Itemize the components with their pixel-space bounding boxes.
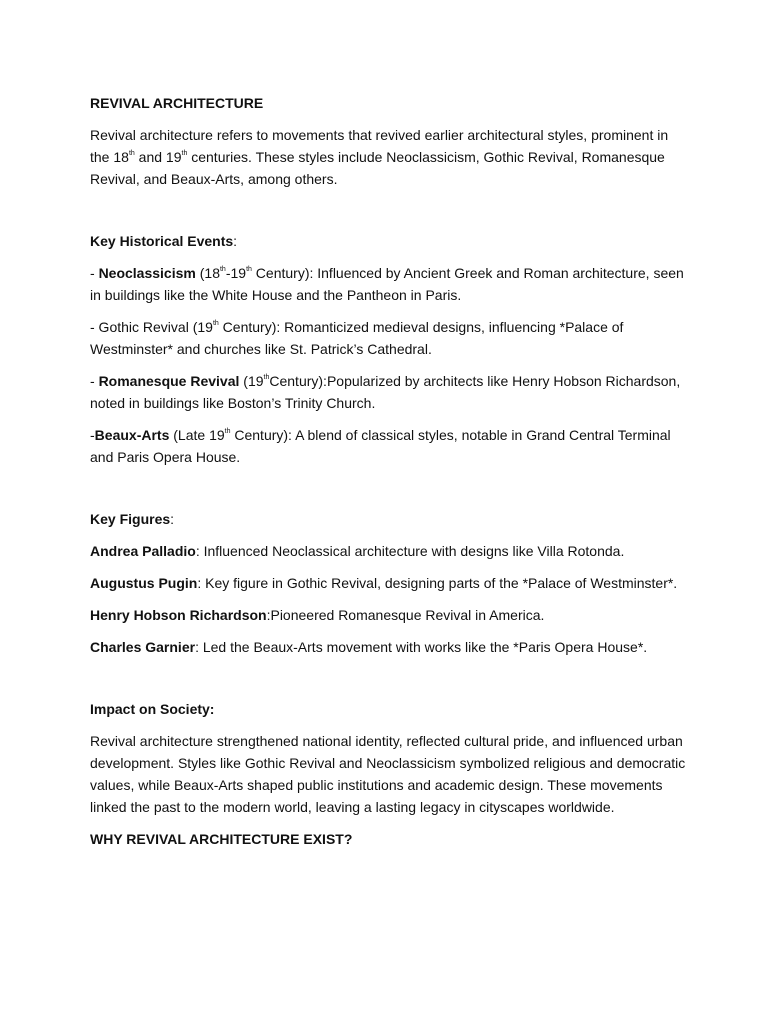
figure-item-garnier — [90, 636, 690, 658]
figures-heading-suffix: : — [170, 511, 175, 527]
event-prefix: - — [90, 373, 99, 389]
intro-text-1: Revival architecture refers to movements that revived earlier architectural styles, prominent in the 18 — [90, 127, 669, 165]
impact-heading — [90, 698, 690, 720]
event-sup: th — [246, 266, 252, 274]
figure-item-pugin — [90, 572, 690, 594]
event-sup: th — [219, 266, 226, 274]
figure-text: : Key figure in Gothic Revival, designing parts of the *Palace of Westminster*. — [197, 575, 678, 591]
event-prefix: - — [90, 265, 99, 281]
figure-text: : Led the Beaux-Arts movement with works like the *Paris Opera House*. — [195, 639, 648, 655]
events-heading-suffix: : — [233, 233, 238, 249]
events-heading-label: Key Historical Events — [90, 233, 234, 249]
event-prefix: - — [90, 427, 95, 443]
event-text: Century): Influenced by Ancient Greek and Roman architecture, seen in buildings like the White House and the Pantheon in Paris. — [90, 265, 684, 303]
intro-sup-1: th — [128, 150, 135, 158]
events-heading — [90, 230, 690, 252]
event-item-gothic-revival — [90, 316, 690, 360]
event-text: Century): A blend of classical styles, notable in Grand Central Terminal and Paris Opera House. — [90, 427, 671, 465]
event-text: Century): Romanticized medieval designs, influencing *Palace of Westminster* and churches like St. Patrick’s Cathedral. — [90, 319, 624, 357]
event-sup: th — [263, 374, 270, 382]
intro-paragraph — [90, 124, 690, 190]
intro-text-2: and 19 — [134, 149, 182, 165]
figure-text: :Pioneered Romanesque Revival in America. — [266, 607, 545, 623]
event-sup: th — [224, 428, 231, 436]
figure-name: Andrea Palladio — [90, 543, 196, 559]
event-sup: th — [212, 320, 219, 328]
impact-paragraph: Revival architecture strengthened national identity, reflected cultural pride, and influenced urban development. Styles like Gothic Revival and Neoclassicism symbolized religious and democratic values, while Beaux-Arts shaped public institutions and academic design. These movements linked the past to the modern world, leaving a lasting legacy in cityscapes worldwide. — [90, 733, 686, 815]
event-name: Beaux-Arts — [94, 427, 170, 443]
event-text: (19 — [239, 373, 264, 389]
intro-text-3: centuries. These styles include Neoclassicism, Gothic Revival, Romanesque Revival, and Beaux-Arts, among others. — [90, 149, 665, 187]
impact-heading-label: Impact on Society: — [90, 701, 215, 717]
figure-item-palladio — [90, 540, 690, 562]
figure-name: Augustus Pugin — [90, 575, 198, 591]
why-heading: WHY REVIVAL ARCHITECTURE EXIST? — [90, 831, 353, 847]
event-name: Neoclassicism — [98, 265, 196, 281]
figures-heading-label: Key Figures — [90, 511, 171, 527]
event-text: (Late 19 — [169, 427, 225, 443]
event-item-beaux-arts — [90, 424, 690, 468]
intro-sup-2: th — [181, 150, 188, 158]
figure-name: Henry Hobson Richardson — [90, 607, 267, 623]
document-page — [90, 92, 690, 850]
event-item-romanesque-revival — [90, 370, 690, 414]
event-text: Century):Popularized by architects like Henry Hobson Richardson, noted in buildings like Boston’s Trinity Church. — [90, 373, 681, 411]
event-text: -19 — [225, 265, 247, 281]
document-title: REVIVAL ARCHITECTURE — [90, 95, 264, 111]
event-text: - Gothic Revival (19 — [90, 319, 213, 335]
event-text: (18 — [195, 265, 220, 281]
event-item-neoclassicism — [90, 262, 690, 306]
figure-name: Charles Garnier — [90, 639, 196, 655]
figures-heading — [90, 508, 690, 530]
event-name: Romanesque Revival — [98, 373, 240, 389]
figure-item-richardson — [90, 604, 690, 626]
figure-text: : Influenced Neoclassical architecture with designs like Villa Rotonda. — [195, 543, 625, 559]
